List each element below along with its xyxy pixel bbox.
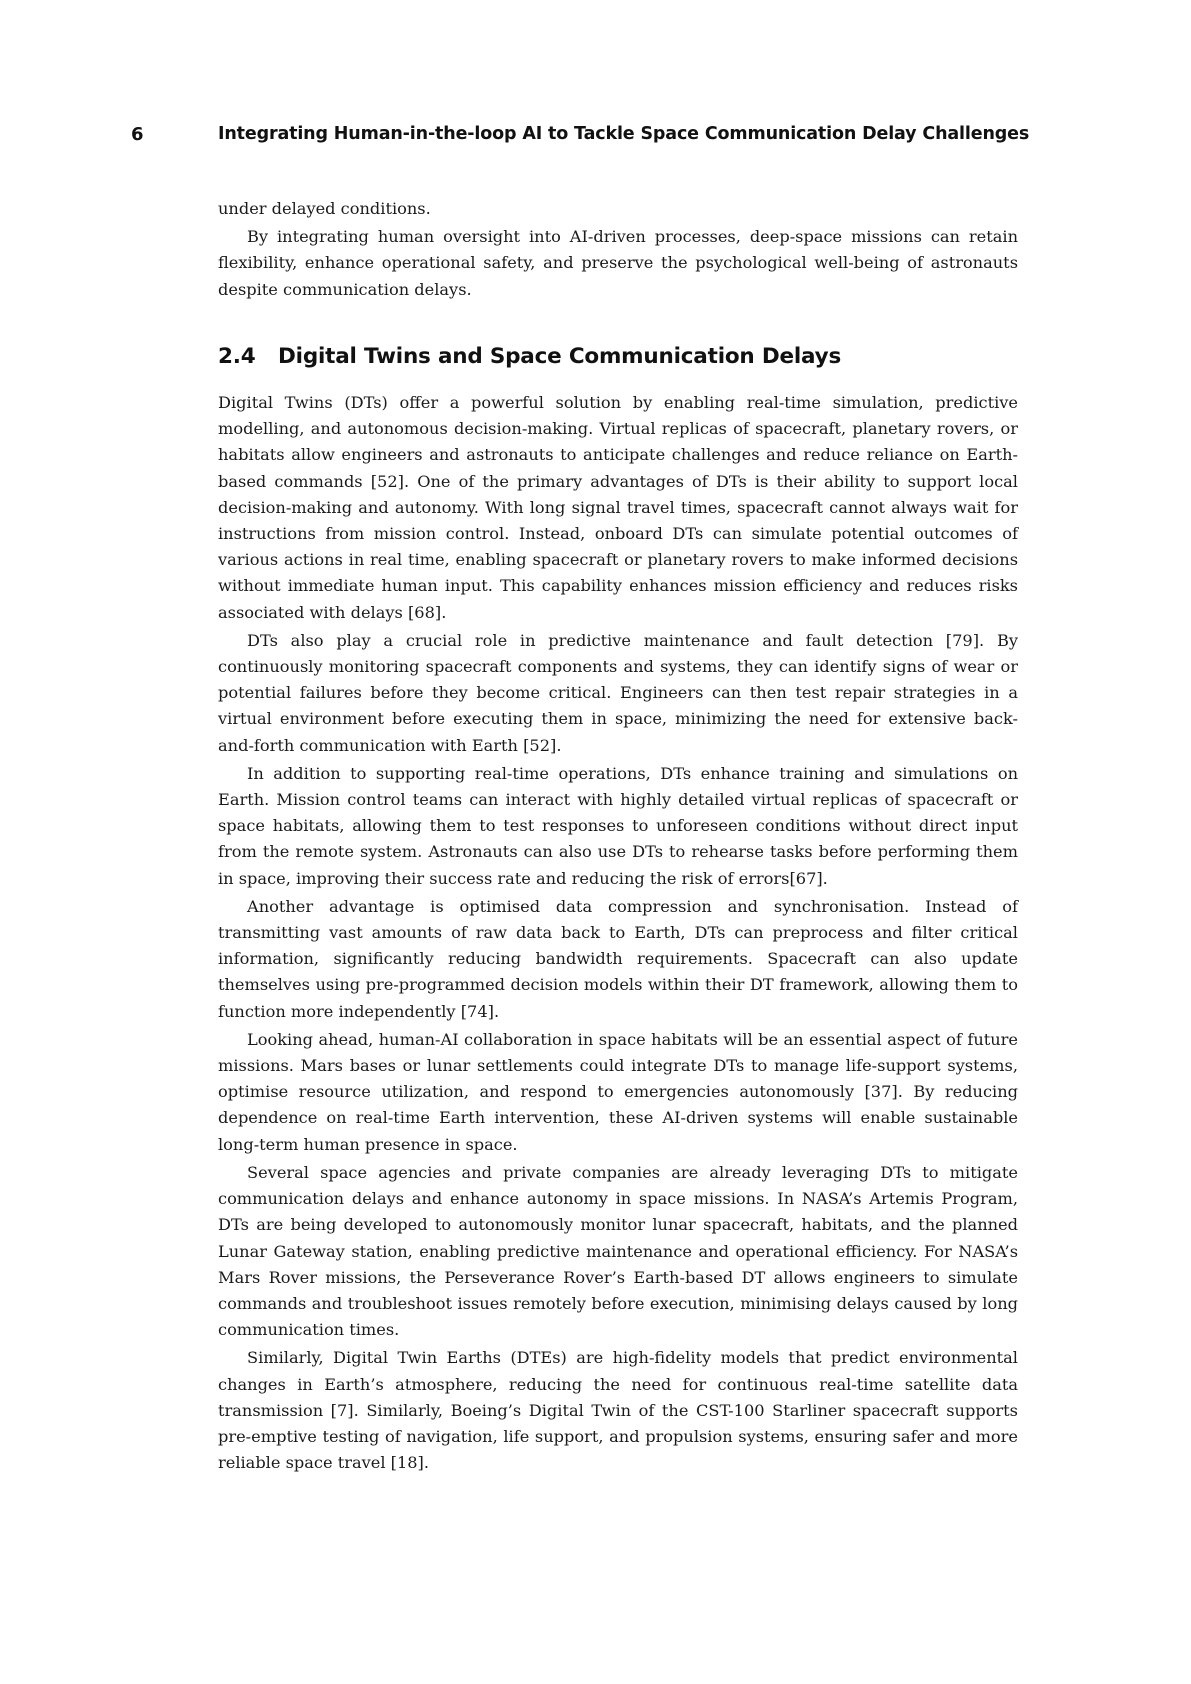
section-number: 2.4: [218, 344, 256, 369]
running-header: [0, 124, 1191, 152]
paragraph: By integrating human oversight into AI-driven processes, deep-space missions can retain flexibility, enhance operational safety, and preserve the psychological well-being of astronauts despite communication delays.: [218, 227, 1018, 299]
paragraph: In addition to supporting real-time operations, DTs enhance training and simulations on Earth. Mission control teams can interact with highly detailed virtual replicas of spacecraft or space habitats, allowing them to test responses to unforeseen conditions without direct input from the remote system. Astronauts can also use DTs to rehearse tasks before performing them in space, improving their success rate and reducing the risk of errors[67].: [218, 763, 1018, 888]
paragraph: DTs also play a crucial role in predictive maintenance and fault detection [79]. By continuously monitoring spacecraft components and systems, they can identify signs of wear or potential failures before they become critical. Engineers can then test repair strategies in a virtual environment before executing them in space, minimizing the need for extensive back-and-forth communication with Earth [52].: [218, 630, 1018, 755]
section-title: Digital Twins and Space Communication Delays: [278, 344, 842, 369]
intro-text: [218, 196, 1018, 303]
paragraph: Similarly, Digital Twin Earths (DTEs) are high-fidelity models that predict environmental changes in Earth’s atmosphere, reducing the need for continuous real-time satellite data transmission [7]. Similarly, Boeing’s Digital Twin of the CST-100 Starliner spacecraft supports pre-emptive testing of navigation, life support, and propulsion systems, ensuring safer and more reliable space travel [18].: [218, 1348, 1018, 1473]
paragraph: under delayed conditions.: [218, 199, 431, 218]
paragraph: Another advantage is optimised data compression and synchronisation. Instead of transmitting vast amounts of raw data back to Earth, DTs can preprocess and filter critical information, significantly reducing bandwidth requirements. Spacecraft can also update themselves using pre-programmed decision models within their DT framework, allowing them to function more independently [74].: [218, 896, 1018, 1021]
section-heading: [218, 344, 1018, 369]
paragraph: Several space agencies and private companies are already leveraging DTs to mitigate communication delays and enhance autonomy in space missions. In NASA’s Artemis Program, DTs are being developed to autonomously monitor lunar spacecraft, habitats, and the planned Lunar Gateway station, enabling predictive maintenance and operational efficiency. For NASA’s Mars Rover missions, the Perseverance Rover’s Earth-based DT allows engineers to simulate commands and troubleshoot issues remotely before execution, minimising delays caused by long communication times.: [218, 1162, 1018, 1340]
paragraph: Looking ahead, human-AI collaboration in space habitats will be an essential aspect of future missions. Mars bases or lunar settlements could integrate DTs to manage life-support systems, optimise resource utilization, and respond to emergencies autonomously [37]. By reducing dependence on real-time Earth intervention, these AI-driven systems will enable sustainable long-term human presence in space.: [218, 1029, 1018, 1154]
paragraph: Digital Twins (DTs) offer a powerful solution by enabling real-time simulation, predictive modelling, and autonomous decision-making. Virtual replicas of spacecraft, planetary rovers, or habitats allow engineers and astronauts to anticipate challenges and reduce reliance on Earth-based commands [52]. One of the primary advantages of DTs is their ability to support local decision-making and autonomy. With long signal travel times, spacecraft cannot always wait for instructions from mission control. Instead, onboard DTs can simulate potential outcomes of various actions in real time, enabling spacecraft or planetary rovers to make informed decisions without immediate human input. This capability enhances mission efficiency and reduces risks associated with delays [68].: [218, 393, 1018, 622]
running-title: Integrating Human-in-the-loop AI to Tackle Space Communication Delay Challenges: [218, 124, 1030, 144]
section-body: [218, 390, 1018, 1476]
page-number: 6: [131, 124, 144, 145]
